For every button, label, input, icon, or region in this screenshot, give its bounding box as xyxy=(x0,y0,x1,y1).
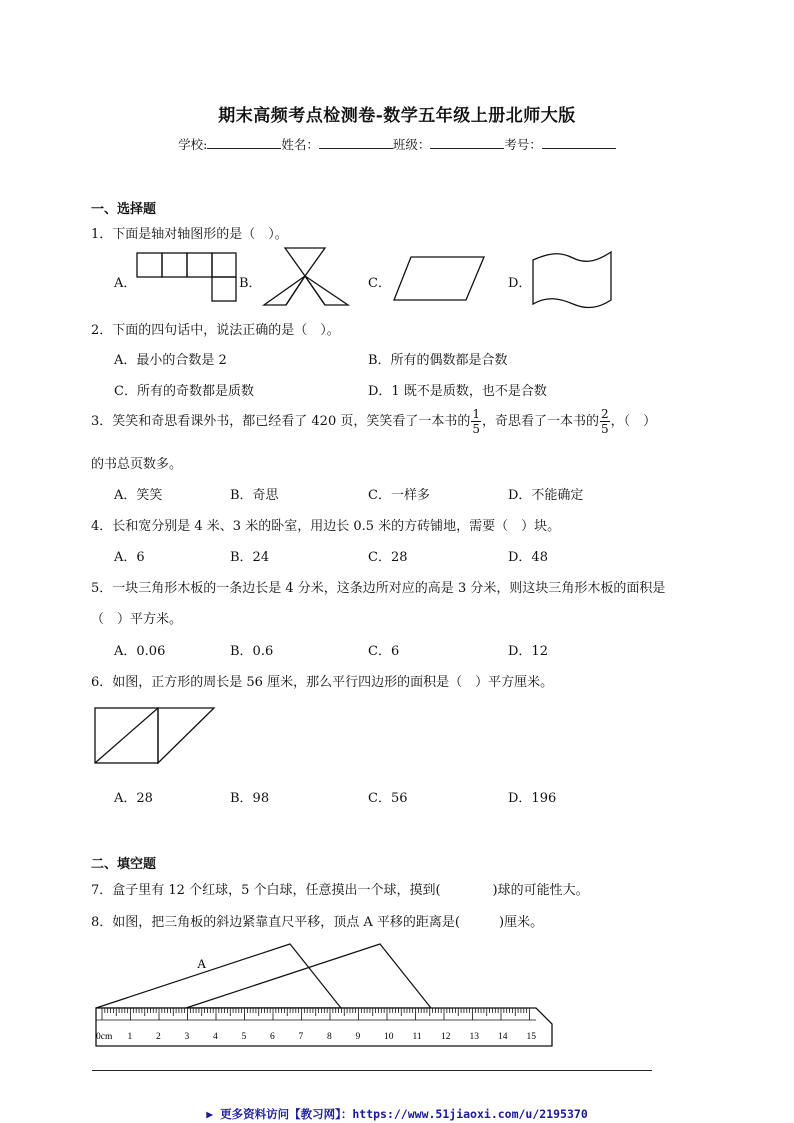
q1-figure-d-wave-shape xyxy=(531,248,613,306)
q3-fraction-2 xyxy=(600,407,610,436)
ruler-label: 3 xyxy=(184,1032,190,1042)
q6-option-d[interactable]: D．196 xyxy=(508,791,557,806)
question-2: 2．下面的四句话中，说法正确的是（ ）。 xyxy=(91,323,340,338)
question-3 xyxy=(91,407,656,436)
ruler-label: 8 xyxy=(327,1032,332,1042)
q5-option-d[interactable]: D．12 xyxy=(508,644,548,659)
ruler-label: 11 xyxy=(412,1032,422,1042)
ruler-label: 6 xyxy=(270,1032,275,1042)
q3-fraction-1 xyxy=(471,407,481,436)
q6-option-a[interactable]: A．28 xyxy=(114,791,153,806)
question-3-line2: 的书总页数多。 xyxy=(91,457,183,472)
q1-option-b[interactable]: B． xyxy=(239,276,262,291)
q1-figure-b-triangles xyxy=(262,246,350,308)
q5-option-c[interactable]: C．6 xyxy=(368,644,400,659)
q6-option-c[interactable]: C．56 xyxy=(368,791,408,806)
q2-option-b[interactable]: B．所有的偶数都是合数 xyxy=(368,353,508,368)
q3-option-c[interactable]: C．一样多 xyxy=(368,488,430,503)
number-blank[interactable] xyxy=(542,136,616,149)
q3-fraction-1-denominator: 5 xyxy=(472,422,480,436)
student-info-line xyxy=(0,135,794,153)
set-square-triangles xyxy=(96,944,431,1008)
q3-text-part3: ，（ ） xyxy=(610,414,657,429)
ruler-label: 13 xyxy=(469,1032,479,1042)
question-5-line2: （ ）平方米。 xyxy=(91,612,183,627)
name-blank[interactable] xyxy=(319,136,393,149)
class-label: 班级： xyxy=(392,137,431,152)
q2-option-c[interactable]: C．所有的奇数都是质数 xyxy=(114,384,254,399)
q3-fraction-2-denominator: 5 xyxy=(601,422,609,436)
q1-option-c[interactable]: C． xyxy=(368,276,391,291)
ruler-label: 4 xyxy=(213,1032,218,1042)
set-square-moved xyxy=(186,944,431,1008)
question-6: 6．如图，正方形的周长是 56 厘米，那么平行四边形的面积是（ ）平方厘米。 xyxy=(91,675,554,690)
q3-text-part1: 3．笑笑和奇思看课外书，都已经看了 420 页，笑笑看了一本书的 xyxy=(91,414,471,429)
number-label: 考号： xyxy=(504,137,542,152)
q5-option-a[interactable]: A．0.06 xyxy=(114,644,166,659)
vertex-a-label: A xyxy=(197,956,207,971)
q3-option-b[interactable]: B．奇思 xyxy=(230,488,279,503)
page-title: 期末高频考点检测卷-数学五年级上册北师大版 xyxy=(218,106,576,126)
page-divider xyxy=(92,1070,652,1071)
section-choice-heading: 一、选择题 xyxy=(91,202,157,217)
question-1: 1．下面是轴对轴图形的是（ ）。 xyxy=(91,227,288,242)
q3-text-part2: ，奇思看了一本书的 xyxy=(482,414,600,429)
q1-option-a[interactable]: A． xyxy=(114,276,137,291)
q4-option-d[interactable]: D．48 xyxy=(508,550,548,565)
q2-option-d[interactable]: D．1 既不是质数，也不是合数 xyxy=(368,384,547,399)
ruler-label: 0cm xyxy=(96,1032,113,1042)
q4-option-a[interactable]: A．6 xyxy=(114,550,145,565)
q8-figure-ruler-triangles xyxy=(94,940,564,1052)
school-label: 学校: xyxy=(178,137,208,152)
ruler-label: 7 xyxy=(298,1032,304,1042)
q4-option-c[interactable]: C．28 xyxy=(368,550,408,565)
q1-figure-a-net xyxy=(136,252,238,302)
question-8: 8．如图，把三角板的斜边紧靠直尺平移，顶点 A 平移的距离是( )厘米。 xyxy=(91,915,544,930)
question-4: 4．长和宽分别是 4 米、3 米的卧室，用边长 0.5 米的方砖铺地，需要（ ）块。 xyxy=(91,519,561,534)
ruler-label: 10 xyxy=(384,1032,394,1042)
q6-figure-square-parallelogram xyxy=(94,707,216,765)
q1-figure-c-parallelogram xyxy=(393,256,485,302)
set-square-original xyxy=(96,944,341,1008)
ruler-label: 9 xyxy=(355,1032,361,1042)
footer-link[interactable]: ▶ 更多资料访问【教习网】：https://www.51jiaoxi.com/u/2195370 xyxy=(206,1107,588,1121)
name-label: 姓名： xyxy=(281,137,319,152)
ruler-body xyxy=(96,1008,552,1046)
q3-fraction-2-numerator: 2 xyxy=(601,407,609,421)
q3-option-d[interactable]: D．不能确定 xyxy=(508,488,584,503)
q1-option-d[interactable]: D． xyxy=(508,276,532,291)
ruler-label: 14 xyxy=(498,1032,508,1042)
q3-fraction-1-numerator: 1 xyxy=(472,407,480,421)
question-5: 5．一块三角形木板的一条边长是 4 分米，这条边所对应的高是 3 分米，则这块三角形木板的面积是 xyxy=(91,581,666,596)
ruler-label: 2 xyxy=(156,1032,161,1042)
section-fill-heading: 二、填空题 xyxy=(91,857,157,872)
q4-option-b[interactable]: B．24 xyxy=(230,550,270,565)
q5-option-b[interactable]: B．0.6 xyxy=(230,644,274,659)
ruler-label: 12 xyxy=(441,1032,451,1042)
ruler-label: 15 xyxy=(526,1032,536,1042)
q3-option-a[interactable]: A．笑笑 xyxy=(114,488,163,503)
school-blank[interactable] xyxy=(207,136,281,149)
q6-option-b[interactable]: B．98 xyxy=(230,791,270,806)
ruler-label: 5 xyxy=(241,1032,247,1042)
question-7: 7．盒子里有 12 个红球，5 个白球，任意摸出一个球，摸到( )球的可能性大。 xyxy=(91,883,589,898)
ruler-label: 1 xyxy=(127,1032,133,1042)
class-blank[interactable] xyxy=(430,136,504,149)
q2-option-a[interactable]: A．最小的合数是 2 xyxy=(114,353,227,368)
